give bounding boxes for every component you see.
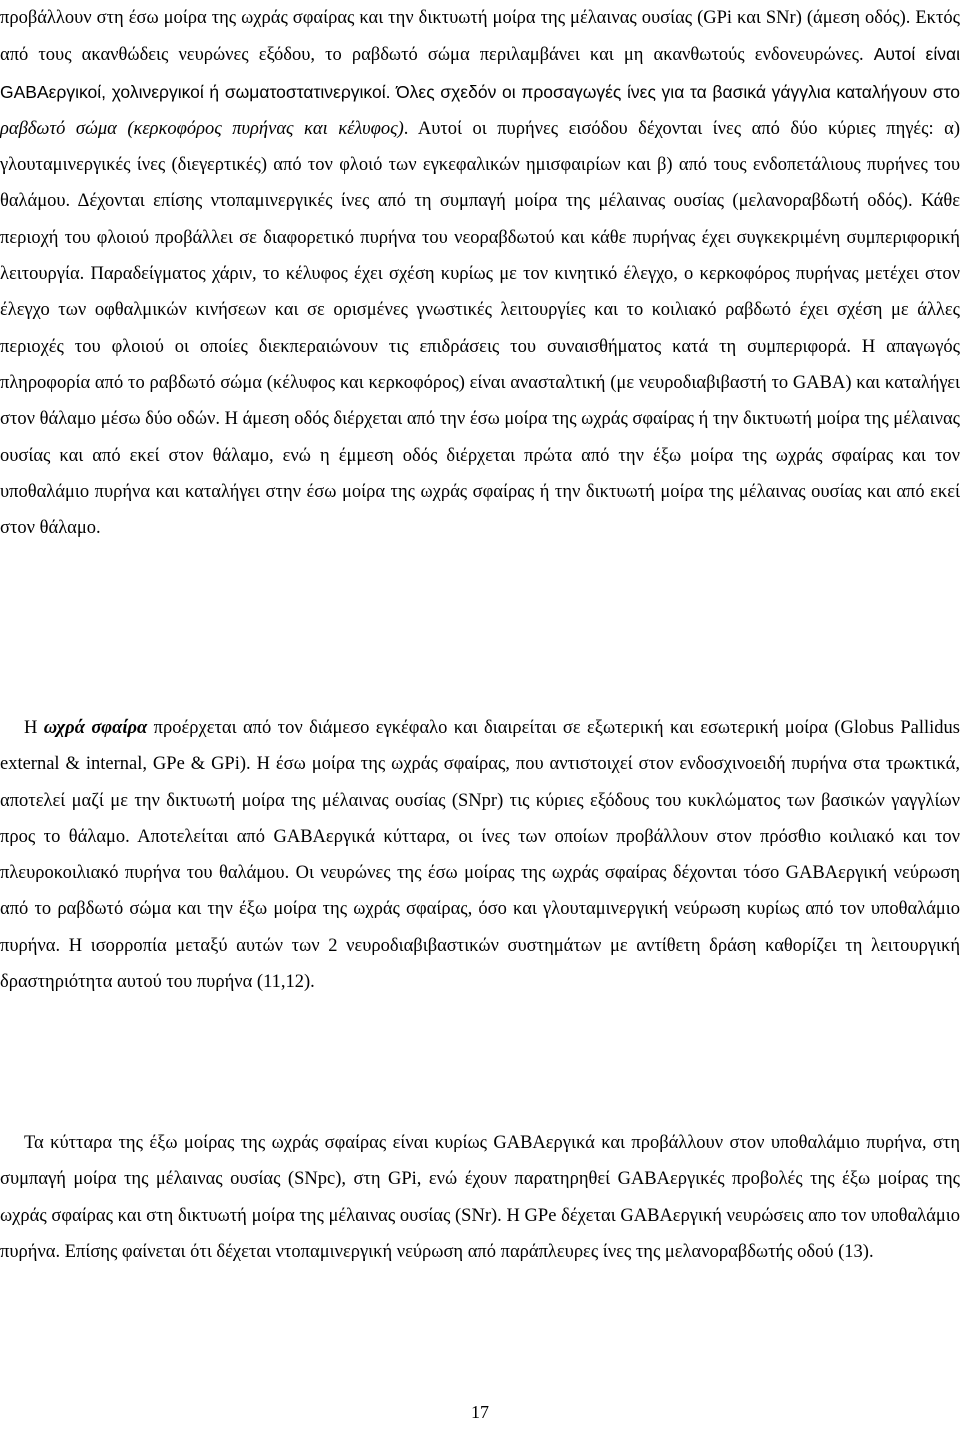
emphasis-striatum: ραβδωτό σώμα (κερκοφόρος πυρήνας και κέλυφος) bbox=[0, 118, 404, 139]
paragraph-text: προβάλλουν στη έσω μοίρα της ωχράς σφαίρας και την δικτυωτή μοίρα της μέλαινας ουσίας (GPi και SNr) (άμεση οδός). Εκτός από τους ακανθώδεις νευρώνες εξόδου, το ραβδωτό σώμα περιλαμβάνει και μη ακανθωτούς ενδονευρώνες. bbox=[0, 8, 960, 66]
paragraph-text-sans: Αυτοί είναι GABAεργικοί, χολινεργικοί ή σωματοστατινεργικοί. Όλες σχεδόν οι προσαγωγές ίνες για τα βασικά γάγγλια καταλήγουν στο bbox=[0, 44, 960, 102]
emphasis-globus-pallidus: ωχρά σφαίρα bbox=[43, 718, 148, 738]
paragraph-gpe-cells bbox=[0, 1125, 960, 1270]
paragraph-basal-ganglia-striatum bbox=[0, 0, 960, 546]
paragraph-text: . Αυτοί οι πυρήνες εισόδου δέχονται ίνες από δύο κύριες πηγές: α) γλουταμινεργικές ίνες (διεγερτικές) από τον φλοιό των εγκεφαλικών ημισφαιρίων και β) από τους ενδοπετάλιους πυρήνες του θαλάμου. Δέχονται επίσης ντοπαμινεργικές ίνες από τη συμπαγή μοίρα της μέλαινας ουσίας (μελανοραβδωτή οδός). Κάθε περιοχή του φλοιού προβάλλει σε διαφορετικό πυρήνα του νεοραβδωτού και κάθε πυρήνας έχει συγκεκριμένη συμπεριφορική λειτουργία. Παραδείγματος χάριν, το κέλυφος έχει σχέση κυρίως με τον κινητικό έλεγχο, ο κερκοφόρος πυρήνας μετέχει στον έλεγχο των οφθαλμικών κινήσεων και σε ορισμένες γνωστικές λειτουργίες και το κοιλιακό ραβδωτό έχει σχέση με άλλες περιοχές του φλοιού οι οποίες διεκπεραιώνουν τις επιδράσεις του συναισθήματος κατά τη συμπεριφορά. Η απαγωγός πληροφορία από το ραβδωτό σώμα (κέλυφος και κερκοφόρος) είναι ανασταλτική (με νευροδιαβιβαστή το GABA) και καταλήγει στον θάλαμο μέσω δύο οδών. Η άμεση οδός διέρχεται από την έσω μοίρα της ωχράς σφαίρας ή την δικτυωτή μοίρα της μέλαινας ουσίας και από εκεί στον θάλαμο, ενώ η έμμεση οδός διέρχεται πρώτα από την έξω μοίρα της ωχράς σφαίρας και τον υποθαλάμιο πυρήνα και καταλήγει στην έσω μοίρα της ωχράς σφαίρας ή την δικτυωτή μοίρα της μέλαινας ουσίας και από εκεί στον θάλαμο. bbox=[0, 118, 960, 539]
paragraph-text: προέρχεται από τον διάμεσο εγκέφαλο και διαιρείται σε εξωτερική και εσωτερική μοίρα (Globus Pallidus external & internal, GPe & GPi). Η έσω μοίρα της ωχράς σφαίρας, που αντιστοιχεί στον ενδοσχινοειδή πυρήνα στα τρωκτικά, αποτελεί μαζί με την δικτυωτή μοίρα της μέλαινας ουσίας (SNpr) τις κύριες εξόδους του κυκλώματος των βασικών γαγγλίων προς το θάλαμο. Αποτελείται από GABAεργικά κύτταρα, οι ίνες των οποίων προβάλλουν στον πρόσθιο κοιλιακό και τον πλευροκοιλιακό πυρήνα του θαλάμου. Οι νευρώνες της έσω μοίρας της ωχράς σφαίρας δέχονται τόσο GABAεργική νεύρωση από το ραβδωτό σώμα και την έξω μοίρα της ωχράς σφαίρας, όσο και γλουταμινεργική νεύρωση κυρίως από τον υποθαλάμιο πυρήνα. Η ισορροπία μεταξύ αυτών των 2 νευροδιαβιβαστικών συστημάτων με αντίθετη δράση καθορίζει τη λειτουργική δραστηριότητα αυτού του πυρήνα (11,12). bbox=[0, 718, 960, 993]
paragraph-text: Τα κύτταρα της έξω μοίρας της ωχράς σφαίρας είναι κυρίως GABAεργικά και προβάλλουν στον υποθαλάμιο πυρήνα, στη συμπαγή μοίρα της μέλαινας ουσίας (SNpc), στη GPi, ενώ έχουν παρατηρηθεί GABAεργικές προβολές της έξω μοίρας της ωχράς σφαίρας και στη δικτυωτή μοίρα της μέλαινας ουσίας (SNr). Η GPe δέχεται GABAεργική νευρώσεις απο τον υποθαλάμιο πυρήνα. Επίσης φαίνεται ότι δέχεται ντοπαμινεργική νεύρωση από παράπλευρες ίνες της μελανοραβδωτής οδού (13). bbox=[0, 1133, 960, 1262]
paragraph-globus-pallidus bbox=[0, 710, 960, 1000]
paragraph-text: Η bbox=[24, 718, 44, 738]
page-number: 17 bbox=[471, 1402, 489, 1422]
